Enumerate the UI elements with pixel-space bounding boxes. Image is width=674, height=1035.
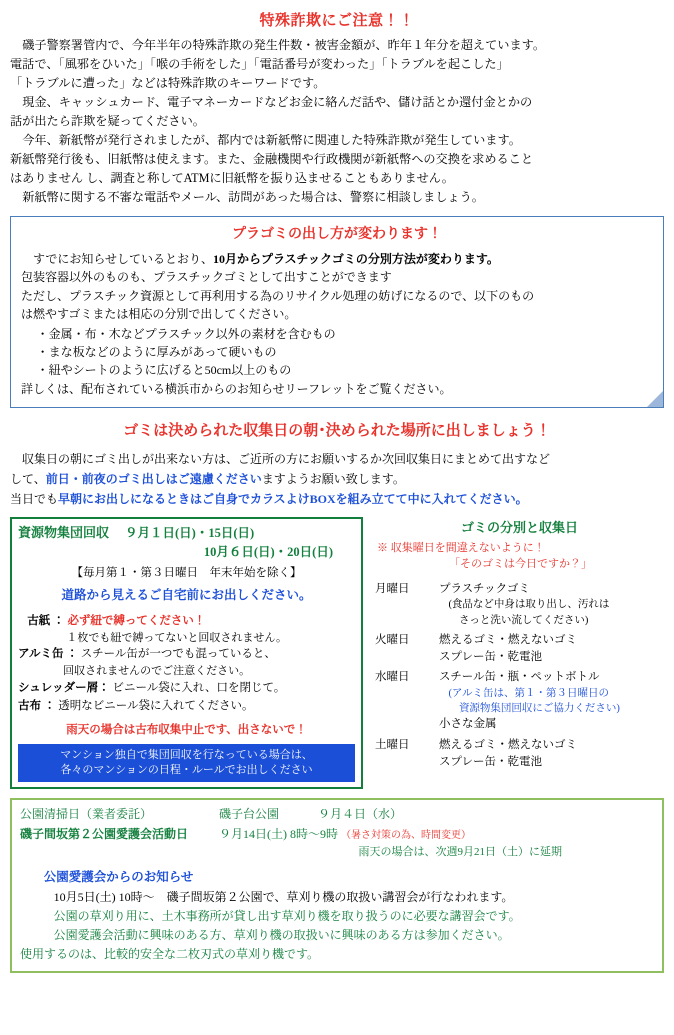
park-cleanup-date: ９月４日（水） — [318, 806, 403, 821]
fraud-paragraph-8: はありません し、調査と称してATMに旧紙幣を振り込ませることもありません。 — [10, 170, 454, 185]
gomi-paragraph-2 — [10, 470, 664, 488]
park-cleanup-label: 公園清掃日（業者委託） — [20, 806, 153, 821]
park-association-heading: 公園愛護会からのお知らせ — [43, 869, 194, 884]
plastic-notice-box — [10, 216, 664, 408]
mansion-notice-line-1: マンション独自で集団回収を行なっている場合は、 — [60, 749, 313, 762]
park-activity-rain-note: 雨天の場合は、次週9月21日（土）に延期 — [358, 845, 562, 858]
park-association-body — [20, 888, 654, 963]
schedule-day-content — [439, 668, 664, 736]
fraud-paragraph-9: 新紙幣に関する不審な電話やメール、訪問があった場合は、警察に相談しましょう。 — [22, 189, 484, 204]
fraud-warning-title: 特殊詐欺にご注意！！ — [259, 13, 415, 29]
newsletter-page — [0, 11, 674, 1035]
fraud-paragraph-7: 新紙幣発行後も、旧紙幣は使えます。また、金融機関や行政機関が新紙幣への交換を求めること — [10, 151, 534, 166]
garbage-schedule-title: ゴミの分別と収集日 — [460, 520, 578, 536]
list-item: ・ まな板などのように厚みがあって硬いもの — [21, 343, 653, 361]
gomi-p2-bold: 前日・前夜のゴミ出しはご遠慮ください — [45, 472, 262, 487]
table-row — [375, 631, 664, 668]
recycling-item-row — [18, 698, 355, 715]
recycling-item-label: シュレッダー屑： — [18, 681, 110, 694]
note-question: 「そのゴミは今日ですか？」 — [449, 558, 592, 571]
list-item: ・ 紐やシートのように広げると50cm以上のもの — [21, 361, 653, 379]
plastic-paragraph-2: 包装容器以外のものも、プラスチックゴミとして出すことができます — [21, 270, 392, 285]
fraud-paragraph-5: 話が出たら詐欺を疑ってください。 — [10, 114, 205, 129]
recycling-item-row — [18, 646, 355, 663]
recycling-item-sub: １枚でも紐で縛ってないと回収されません。 — [66, 632, 288, 645]
fraud-warning-body — [10, 37, 664, 206]
schedule-line-note: (アルミ缶は、第１・第３日曜日の — [448, 687, 610, 699]
garbage-schedule-panel — [371, 517, 664, 773]
collection-details-section — [10, 517, 664, 788]
plastic-exception-list — [21, 325, 653, 379]
group-recycling-title: 資源物集団回収 — [18, 525, 110, 541]
recycling-item-label: アルミ缶 ： — [18, 648, 78, 661]
gomi-p3-bold: 早朝にお出しになるときはご自身でカラスよけBOXを組み立てて中に入れてください。 — [58, 492, 528, 507]
plastic-paragraph-1 — [21, 251, 653, 269]
collection-day-banner: ゴミは決められた収集日の朝･決められた場所に出しましょう！ — [123, 423, 551, 440]
schedule-day-label: 土曜日 — [375, 738, 410, 751]
recycling-item-sub: 回収されませんのでご注意ください。 — [63, 665, 251, 678]
park-body-paragraph-1: 10月5日(土) 10時～ 磯子間坂第２公園で、草刈り機の取扱い講習会が行なわれます。 — [53, 890, 514, 905]
fraud-warning-section — [10, 11, 664, 207]
mansion-notice-line-2: 各々のマンションの日程・ルールでお出しください — [60, 764, 313, 777]
rain-warning-text: 雨天の場合は古布収集中止です、出さないで！ — [66, 723, 307, 736]
collection-day-note — [10, 450, 664, 508]
table-row — [375, 580, 664, 631]
recycling-item-value: スチール缶が一つでも混っていると、 — [80, 648, 276, 661]
park-body-paragraph-2: 公園の草刈り用に、土木事務所が貸し出す草刈り機を取り扱うのに必要な講習会です。 — [53, 909, 521, 924]
schedule-day-content — [439, 580, 664, 631]
recycling-item-value: 必ず紐で縛ってください！ — [67, 615, 206, 628]
note-text: 収集曜日を間違えないように！ — [390, 541, 545, 554]
mansion-notice-box — [18, 744, 355, 782]
schedule-line-main: スプレー缶・乾電池 — [439, 650, 543, 663]
group-recycling-date-2: 10月６日(日)・20日(日) — [203, 545, 333, 560]
schedule-line-main: 燃えるゴミ・燃えないゴミ — [439, 633, 577, 646]
park-cleanup-row — [20, 805, 654, 823]
park-activity-time-change-note: （暑さ対策の為、時間変更） — [341, 829, 471, 841]
recycling-item-value: 透明なビニール袋に入れてください。 — [58, 699, 254, 712]
schedule-day-content — [439, 736, 664, 773]
group-recycling-schedule-note: 【毎月第１・第３日曜日 年末年始を除く】 — [71, 566, 302, 579]
schedule-day-label: 水曜日 — [375, 671, 410, 684]
schedule-day-label: 火曜日 — [375, 633, 410, 646]
group-recycling-lead: 道路から見えるご自宅前にお出しください。 — [61, 588, 312, 603]
fraud-paragraph-1: 磯子警察署管内で、今年半年の特殊詐欺の発生件数・被害金額が、昨年１年分を超えています。 — [22, 38, 546, 53]
garbage-schedule-table — [375, 580, 664, 774]
group-recycling-date-1: ９月１日(日)・15日(日) — [125, 526, 255, 541]
list-item: ・ 金属・布・木などプラスチック以外の素材を含むもの — [21, 325, 653, 343]
park-activity-row — [20, 825, 654, 843]
garbage-schedule-note — [375, 541, 664, 573]
schedule-line-sub: (食品など中身は取り出し、汚れは — [448, 599, 610, 611]
gomi-p3-pre: 当日でも — [10, 492, 59, 507]
fraud-paragraph-3: 「トラブルに遭った」などは特殊詐欺のキーワードです。 — [10, 76, 326, 91]
park-body-paragraph-3: 公園愛護会活動に興味のある方、草刈り機の取扱いに興味のある方は参加ください。 — [53, 928, 510, 943]
gomi-paragraph-3 — [10, 490, 664, 508]
plastic-paragraph-3: ただし、プラスチック資源として再利用する為のリサイクル処理の妨げになるので、以下のもの — [21, 288, 535, 303]
park-activity-datetime: ９月14日(土) 8時～9時 — [219, 826, 338, 841]
note-mark: ※ — [377, 541, 388, 554]
fraud-paragraph-6: 今年、新紙幣が発行されましたが、都内では新紙幣に関連した特殊詐欺が発生しています。 — [22, 132, 521, 147]
recycling-item-value: ビニール袋に入れ、口を閉じて。 — [112, 681, 286, 694]
collection-day-banner-section — [10, 421, 664, 508]
recycling-item-row — [18, 680, 355, 697]
table-row — [375, 736, 664, 773]
schedule-line-main: 燃えるゴミ・燃えないゴミ — [439, 738, 577, 751]
gomi-p2-post: ますようお願い致します。 — [261, 472, 405, 487]
group-recycling-box — [10, 517, 363, 788]
plastic-p1-bold: 10月からプラスチックゴミの分別方法が変わります。 — [213, 251, 499, 266]
park-notice-box — [10, 798, 664, 973]
schedule-line-main: スプレー缶・乾電池 — [439, 755, 543, 768]
group-recycling-header — [18, 524, 355, 543]
gomi-paragraph-1: 収集日の朝にゴミ出しが出来ない方は、ご近所の方にお願いするか次回収集日にまとめて出すなど — [22, 452, 551, 467]
schedule-day-label: 月曜日 — [375, 582, 410, 595]
plastic-notice-title: プラゴミの出し方が変わります！ — [232, 226, 442, 242]
schedule-line-main: スチール缶・瓶・ペットボトル — [439, 671, 600, 684]
park-cleanup-place: 磯子台公園 — [219, 806, 280, 821]
gomi-p2-pre: して、 — [10, 472, 46, 487]
plastic-paragraph-4: は燃やすゴミまたは相応の分別で出してください。 — [21, 307, 297, 322]
schedule-line-main: 小さな金属 — [439, 718, 497, 731]
schedule-line-note: 資源物集団回収にご協力ください) — [458, 703, 620, 715]
fraud-paragraph-4: 現金、キャッシュカード、電子マネーカードなどお金に絡んだ話や、儲け話とか還付金とかの — [22, 95, 533, 110]
plastic-paragraph-5: 詳しくは、配布されている横浜市からのお知らせリーフレットをご覧ください。 — [21, 381, 452, 396]
fraud-paragraph-2: 電話で、「風邪をひいた」「喉の手術をした」「電話番号が変わった」「トラブルを起こした」 — [10, 57, 509, 72]
recycling-item-label: 古紙 ： — [27, 615, 65, 628]
plastic-p1-pre: すでにお知らせしているとおり、 — [33, 251, 214, 266]
schedule-day-content — [439, 631, 664, 668]
recycling-item-label: 古布 ： — [18, 699, 56, 712]
recycling-item-row — [18, 613, 355, 630]
table-row — [375, 668, 664, 736]
park-activity-label: 磯子間坂第２公園愛護会活動日 — [20, 826, 189, 841]
park-body-paragraph-4: 使用するのは、比較的安全な二枚刃式の草刈り機です。 — [20, 947, 320, 962]
schedule-line-sub: さっと洗い流してください) — [458, 614, 589, 626]
schedule-line-main: プラスチックゴミ — [439, 582, 530, 595]
